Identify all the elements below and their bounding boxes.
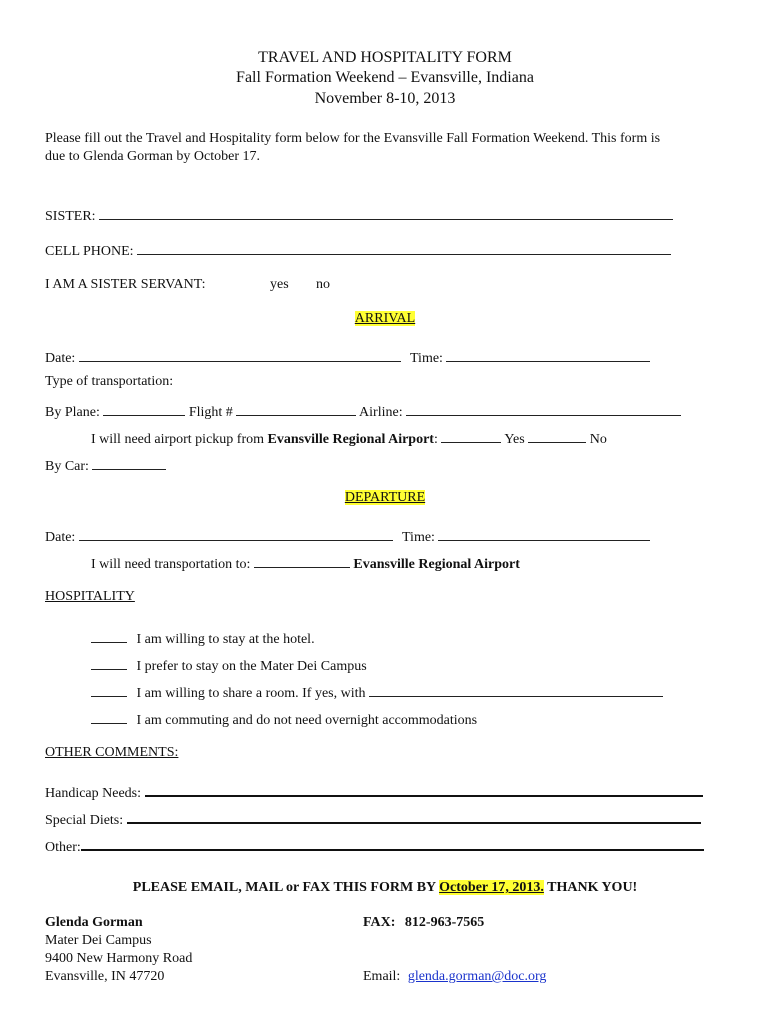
pickup-airport: Evansville Regional Airport xyxy=(267,432,434,447)
fax-row xyxy=(363,915,484,931)
departure-time-input-line[interactable] xyxy=(438,526,650,541)
commute-option-text: I am commuting and do not need overnight accommodations xyxy=(136,713,478,728)
submission-notice xyxy=(0,880,770,896)
sister-label: SISTER: xyxy=(45,209,96,224)
departure-date-input-line[interactable] xyxy=(79,526,393,541)
arrival-time-label: Time: xyxy=(410,351,443,366)
hospitality-option-hotel xyxy=(91,628,315,648)
by-car-row xyxy=(45,455,166,475)
notice-suffix: THANK YOU! xyxy=(543,880,638,895)
cell-phone-label: CELL PHONE: xyxy=(45,244,134,259)
email-row xyxy=(363,969,546,985)
other-row xyxy=(45,835,704,856)
cell-phone-input-line[interactable] xyxy=(137,240,671,255)
pickup-colon: : xyxy=(433,432,438,447)
other-label: Other: xyxy=(45,840,81,855)
hotel-check-line[interactable] xyxy=(91,628,127,643)
campus-check-line[interactable] xyxy=(91,655,127,670)
airline-input-line[interactable] xyxy=(406,401,681,416)
arrival-heading-wrap xyxy=(0,311,770,327)
airport-pickup-row xyxy=(91,428,607,448)
sister-servant-yes[interactable]: yes xyxy=(270,277,289,292)
sister-input-line[interactable] xyxy=(99,205,673,220)
pickup-yes-input-line[interactable] xyxy=(441,428,501,443)
intro-line-2: due to Glenda Gorman by October 17. xyxy=(45,149,260,164)
hospitality-option-share xyxy=(91,682,663,702)
arrival-date-label: Date: xyxy=(45,351,76,366)
flight-input-line[interactable] xyxy=(236,401,356,416)
cell-phone-row xyxy=(45,240,671,260)
contact-name: Glenda Gorman xyxy=(45,915,143,930)
by-plane-row xyxy=(45,401,681,421)
arrival-date-input-line[interactable] xyxy=(79,347,401,362)
handicap-row xyxy=(45,781,703,802)
other-comments-heading: OTHER COMMENTS: xyxy=(45,745,179,760)
departure-time-label: Time: xyxy=(402,530,435,545)
contact-address-2: 9400 New Harmony Road xyxy=(45,951,193,966)
email-label: Email: xyxy=(363,969,401,984)
hotel-option-text: I am willing to stay at the hotel. xyxy=(136,632,315,647)
departure-transport-text: I will need transportation to: xyxy=(91,557,251,572)
transport-type-label: Type of transportation: xyxy=(45,374,174,389)
contact-address-3: Evansville, IN 47720 xyxy=(45,969,165,984)
sister-servant-label: I AM A SISTER SERVANT: xyxy=(45,277,206,292)
flight-label: Flight # xyxy=(188,405,233,420)
special-diets-label: Special Diets: xyxy=(45,813,124,828)
contact-address-1: Mater Dei Campus xyxy=(45,933,152,948)
share-option-text: I am willing to share a room. If yes, with xyxy=(136,686,366,701)
departure-heading: DEPARTURE xyxy=(344,490,426,505)
form-title: TRAVEL AND HOSPITALITY FORM xyxy=(258,49,512,66)
form-subtitle: Fall Formation Weekend – Evansville, Indiana xyxy=(236,69,534,86)
intro-line-1: Please fill out the Travel and Hospitality form below for the Evansville Fall Formation Weekend. This form is xyxy=(45,131,661,146)
departure-date-label: Date: xyxy=(45,530,76,545)
hospitality-option-commute xyxy=(91,709,477,729)
sister-servant-no[interactable]: no xyxy=(316,277,330,292)
departure-heading-wrap xyxy=(0,490,770,506)
arrival-time-input-line[interactable] xyxy=(446,347,650,362)
notice-date: October 17, 2013. xyxy=(439,880,544,895)
arrival-date-row xyxy=(45,347,401,367)
by-car-label: By Car: xyxy=(45,459,89,474)
pickup-text: I will need airport pickup from xyxy=(91,432,268,447)
share-with-input-line[interactable] xyxy=(369,682,663,697)
other-input-line[interactable] xyxy=(81,835,704,851)
arrival-time-row xyxy=(410,347,650,367)
hospitality-heading: HOSPITALITY xyxy=(45,589,135,604)
fax-number: 812-963-7565 xyxy=(404,915,485,930)
special-diets-input-line[interactable] xyxy=(127,808,701,824)
pickup-yes-label: Yes xyxy=(504,432,525,447)
sister-row xyxy=(45,205,673,225)
campus-option-text: I prefer to stay on the Mater Dei Campus xyxy=(136,659,367,674)
by-car-input-line[interactable] xyxy=(92,455,166,470)
departure-time-row xyxy=(402,526,650,546)
hospitality-option-campus xyxy=(91,655,367,675)
special-diets-row xyxy=(45,808,701,829)
by-plane-input-line[interactable] xyxy=(103,401,185,416)
departure-transport-row xyxy=(91,553,520,573)
pickup-no-label: No xyxy=(589,432,607,447)
departure-airport: Evansville Regional Airport xyxy=(353,557,520,572)
commute-check-line[interactable] xyxy=(91,709,127,724)
airline-label: Airline: xyxy=(359,405,403,420)
email-link[interactable]: glenda.gorman@doc.org xyxy=(407,969,547,984)
notice-prefix: PLEASE EMAIL, MAIL or FAX THIS FORM BY xyxy=(132,880,440,895)
handicap-label: Handicap Needs: xyxy=(45,786,142,801)
share-check-line[interactable] xyxy=(91,682,127,697)
fax-label: FAX: xyxy=(363,915,396,930)
form-dates: November 8-10, 2013 xyxy=(314,90,456,107)
arrival-heading: ARRIVAL xyxy=(354,311,416,326)
handicap-input-line[interactable] xyxy=(145,781,703,797)
departure-date-row xyxy=(45,526,393,546)
departure-transport-input-line[interactable] xyxy=(254,553,350,568)
pickup-no-input-line[interactable] xyxy=(528,428,586,443)
by-plane-label: By Plane: xyxy=(45,405,100,420)
